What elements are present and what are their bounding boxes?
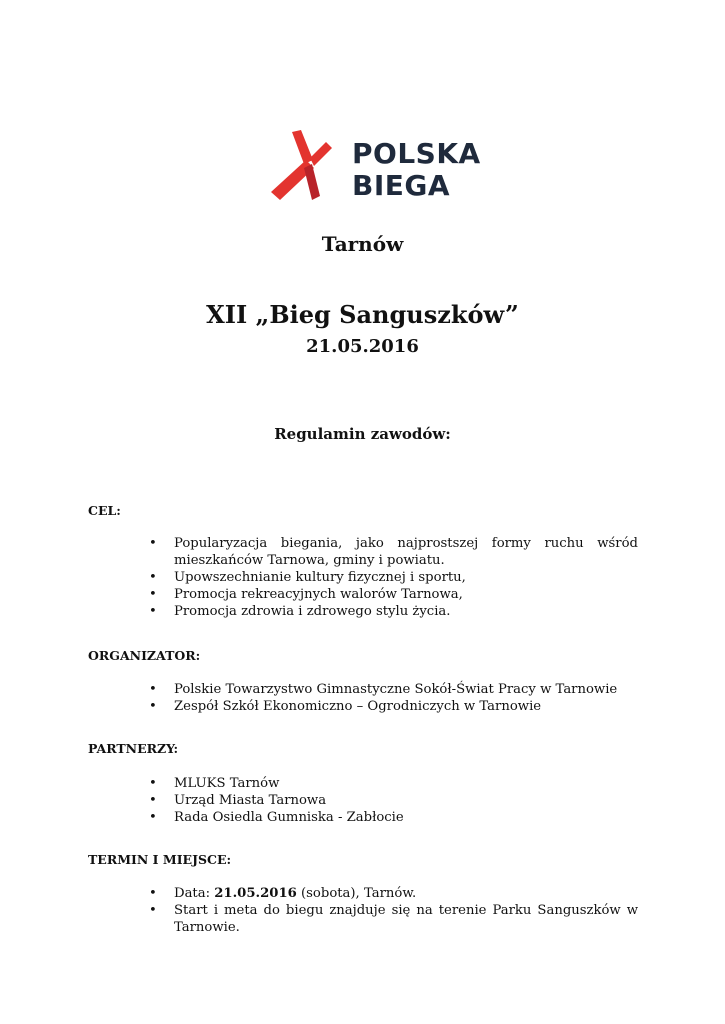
- list-item: [148, 792, 638, 809]
- date-value: 21.05.2016: [214, 886, 297, 901]
- list-item-text: Zespół Szkół Ekonomiczno – Ogrodniczych w Tarnowie: [174, 699, 542, 714]
- list-item: [148, 681, 638, 698]
- list-item: [148, 902, 638, 936]
- regulations-title: Regulamin zawodów:: [274, 425, 451, 443]
- cel-list: [148, 535, 638, 620]
- event-title: XII „Bieg Sanguszków”: [206, 300, 519, 329]
- list-item: [148, 603, 638, 620]
- list-item-text: MLUKS Tarnów: [174, 776, 280, 791]
- list-item: [148, 809, 638, 826]
- logo-text-biega: BIEGA: [352, 169, 451, 202]
- bullet-icon: •: [149, 682, 157, 697]
- list-item-text: Popularyzacja biegania, jako najprostszej formy ruchu wśród mieszkańców Tarnowa, gminy i powiatu.: [174, 536, 638, 568]
- city-title: Tarnów: [321, 232, 404, 256]
- date-prefix: Data:: [174, 886, 215, 901]
- list-item: [148, 775, 638, 792]
- bullet-icon: •: [149, 810, 157, 825]
- organizator-list: [148, 681, 638, 715]
- bullet-icon: •: [149, 886, 157, 901]
- date-suffix: (sobota), Tarnów.: [296, 886, 417, 901]
- bullet-icon: •: [149, 536, 157, 551]
- list-item-text: Rada Osiedla Gumniska - Zabłocie: [174, 810, 404, 825]
- list-item: [148, 535, 638, 569]
- section-title-cel: CEL:: [88, 503, 121, 518]
- bullet-icon: •: [149, 793, 157, 808]
- list-item: [148, 586, 638, 603]
- bullet-icon: •: [149, 776, 157, 791]
- list-item-text: Start i meta do biegu znajduje się na terenie Parku Sanguszków w Tarnowie.: [174, 903, 638, 935]
- section-title-organizator: ORGANIZATOR:: [88, 648, 201, 663]
- event-date: 21.05.2016: [306, 336, 419, 357]
- list-item-text: Urząd Miasta Tarnowa: [174, 793, 327, 808]
- termin-list: [148, 885, 638, 936]
- bullet-icon: •: [149, 587, 157, 602]
- logo-text-polska: POLSKA: [352, 137, 481, 170]
- list-item: [148, 698, 638, 715]
- runner-x-icon: [268, 130, 340, 205]
- list-item-text: Promocja rekreacyjnych walorów Tarnowa,: [174, 587, 463, 602]
- section-title-partnerzy: PARTNERZY:: [88, 741, 179, 756]
- bullet-icon: •: [149, 570, 157, 585]
- bullet-icon: •: [149, 604, 157, 619]
- list-item-text: Polskie Towarzystwo Gimnastyczne Sokół-Świat Pracy w Tarnowie: [174, 682, 618, 697]
- section-title-termin: TERMIN I MIEJSCE:: [88, 852, 232, 867]
- bullet-icon: •: [149, 903, 157, 918]
- bullet-icon: •: [149, 699, 157, 714]
- list-item-text: Upowszechnianie kultury fizycznej i sportu,: [174, 570, 466, 585]
- list-item: [148, 569, 638, 586]
- list-item: [148, 885, 638, 902]
- polska-biega-logo: [268, 130, 481, 205]
- list-item-text: Promocja zdrowia i zdrowego stylu życia.: [174, 604, 451, 619]
- partnerzy-list: [148, 775, 638, 826]
